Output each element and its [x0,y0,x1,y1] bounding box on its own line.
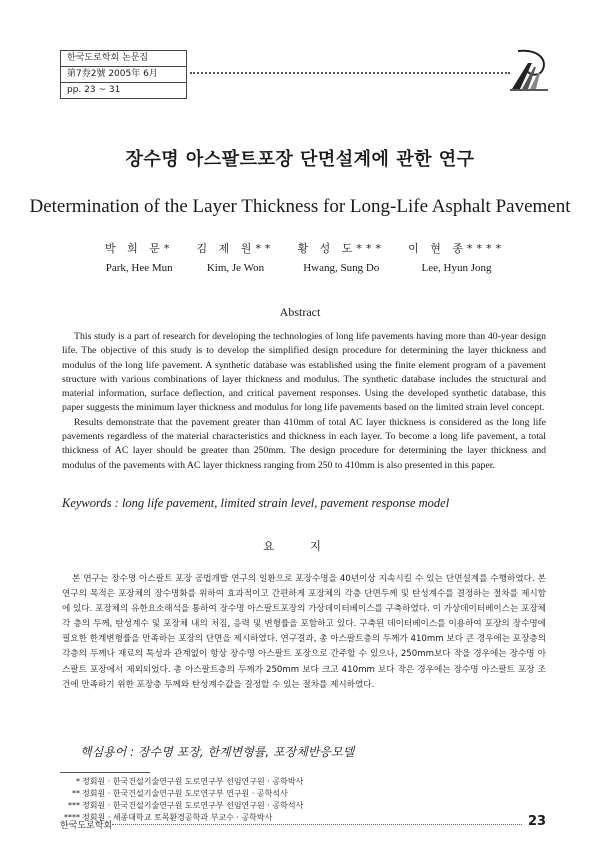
author-name-english: Hwang, Sung Do [303,262,380,274]
korean-abstract-body [62,572,546,693]
affiliation-list [62,776,462,824]
footer-society-name: 한국도로학회 [60,821,113,831]
author [408,240,505,274]
affiliation [62,812,462,824]
author-name-english: Lee, Hyun Jong [421,262,492,274]
abstract-paragraph: This study is a part of research for developing the technologies of long life pavements having more than 40-year design life. The objective of this study is to develop the simplified design procedure for determining the layer thickness and modulus of the long life pavement. A synthetic database was established using the finite element program of a pavement structure with various combinations of layer thickness and modulus. The synthetic database includes the structural and material information, surface deflection, and critical pavement responses. Using the developed synthetic database, this paper suggests the minimum layer thickness and modulus for long life pavements based on the limited strain level concept. [62,331,546,414]
footnote-rule [60,772,150,773]
affiliation-mark: **** [64,813,80,822]
journal-name: 한국도로학회 논문집 [67,53,149,63]
author-name-korean: 이 현 종**** [408,242,505,255]
korean-abstract-heading: 요 지 [263,539,337,553]
abstract-body [62,330,546,473]
keywords-english: Keywords : long life pavement, limited strain level, pavement response model [62,496,450,510]
journal-info-box [60,50,187,99]
author [197,240,275,274]
author-name-korean: 황 성 도*** [297,242,385,255]
author-name-korean: 박 희 문* [105,242,174,255]
header-dotted-rule [190,72,510,76]
author [105,240,173,274]
footer-dotted-rule [112,824,522,825]
page-number: 23 [528,814,547,829]
author-name-korean: 김 제 원** [196,242,275,255]
affiliation-text: 정회원 · 한국건설기술연구원 도로연구부 선임연구원 · 공학석사 [82,801,304,810]
abstract-paragraph: Results demonstrate that the pavement greater than 410mm of total AC layer thickness is considered as the long life pavements regardless of the material characteristics and thickness in each layer. To become a long life pavement, a total thickness of AC layer should be greater than 250mm. The design procedure for determining the layer thickness and modulus of the pavements with AC layer thickness ranging from 250 to 410mm is also presented in this paper. [62,416,546,471]
author-name-english: Kim, Je Won [206,262,265,274]
title-korean: 장수명 아스팔트포장 단면설계에 관한 연구 [125,149,475,170]
title-english: Determination of the Layer Thickness for Long-Life Asphalt Pavement [29,196,571,217]
journal-volume: 第7券2號 2005年 6月 [61,66,186,82]
affiliation [62,788,462,800]
affiliation-mark: * [76,777,80,786]
author [298,240,385,274]
affiliation-text: 정회원 · 한국건설기술연구원 도로연구부 선임연구원 · 공학박사 [82,777,304,786]
affiliation-text: 정회원 · 한국건설기술연구원 도로연구부 연구원 · 공학석사 [82,789,288,798]
korean-abstract-paragraph: 본 연구는 장수명 아스팔트 포장 공법개발 연구의 일환으로 포장수명을 40년이상 지속시킬 수 있는 단면설계를 수행하였다. 본 연구의 목적은 포장체의 장수명화를 위하여 효과적이고 간편하게 포장체의 각층 단면두께 및 탄성계수를 결정하는 절차를 제시함에 있다. 포장체의 유한요소해석을 통하여 장수명 아스팔트포장의 가상데이터베이스를 구축하였다. 이 가상데이터베이스는 포장체 각 층의 두께, 탄성계수 및 포장체 내의 처짐, 응력 및 변형률을 포함하고 있다. 구축된 데이터베이스를 이용하여 포장의 장수명에 필요한 한계변형률을 만족하는 포장의 단면을 제시하였다. 연구결과, 총 아스팔트층의 두께가 410mm 보다 큰 경우에는 포장층의 각층의 두께나 재료의 특성과 관계없이 항상 장수명 아스팔트 포장으로 간주할 수 있으나, 250mm보다 작을 경우에는 장수명 아스팔트 포장에서 제외되었다. 총 아스팔트층의 두께가 250mm 보다 크고 410mm 보다 작은 경우에는 장수명 아스팔트 포장 조건에 만족하기 위한 포장층 두께와 탄성계수값을 결정할 수 있는 절차를 제시하였다. [62,574,546,690]
affiliation-mark: ** [72,789,80,798]
affiliation [62,800,462,812]
affiliation-text: 정회원 · 세종대학교 토목환경공학과 부교수 · 공학박사 [82,813,273,822]
abstract-heading: Abstract [279,305,321,319]
society-logo-icon [508,45,554,95]
author-list [105,240,505,274]
keywords-korean: 핵심용어 : 장수명 포장, 한계변형률, 포장체반응모델 [80,745,355,759]
journal-pages: pp. 23 ~ 31 [61,82,186,98]
affiliation-mark: *** [68,801,80,810]
author-name-english: Park, Hee Mun [105,262,173,274]
affiliation [62,776,462,788]
